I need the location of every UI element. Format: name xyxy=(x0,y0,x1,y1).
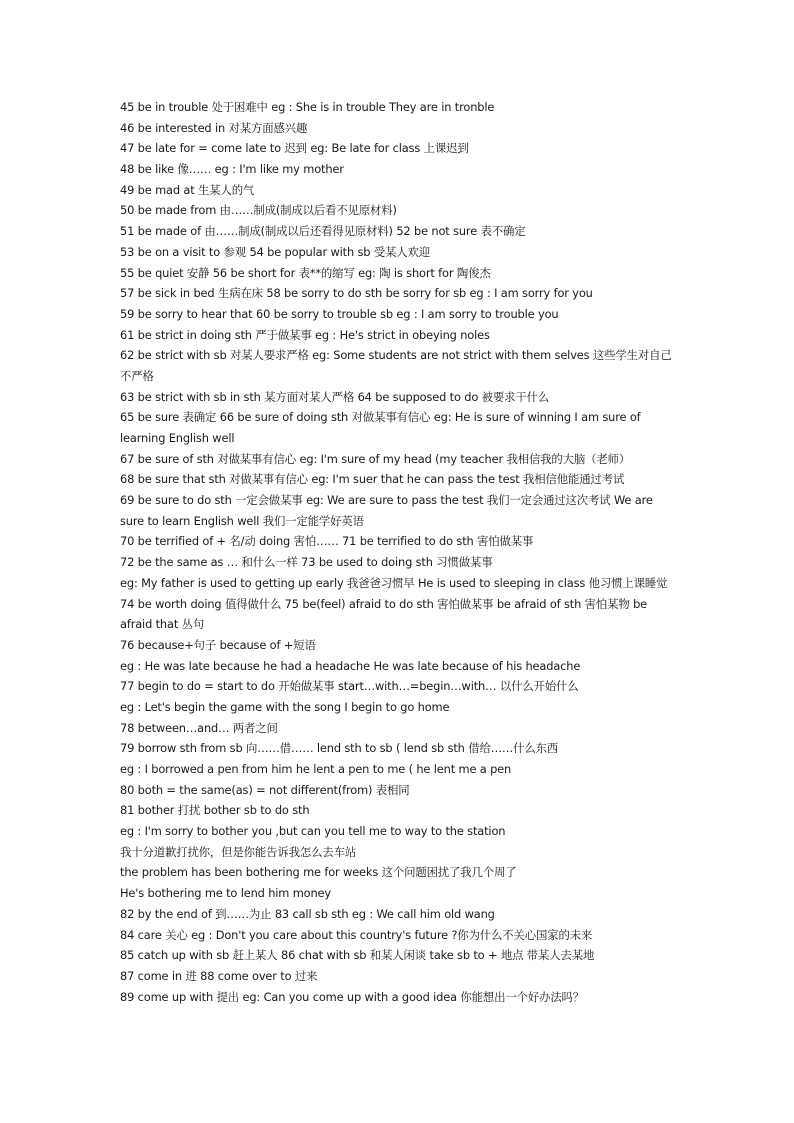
text-line: 69 be sure to do sth 一定会做某事 eg: We are sure to pass the test 我们一定会通过这次考试 We are xyxy=(120,493,653,508)
text-body xyxy=(120,97,680,1007)
text-line: 68 be sure that sth 对做某事有信心 eg: I'm suer that he can pass the test 我相信他能通过考试 xyxy=(120,472,625,487)
text-line: 81 bother 打扰 bother sb to do sth xyxy=(120,803,310,818)
text-line: 不严格 xyxy=(120,368,154,383)
text-line: 82 by the end of 到……为止 83 call sb sth eg : We call him old wang xyxy=(120,906,495,921)
text-line: 84 care 关心 eg : Don't you care about this country's future ?你为什么不关心国家的未来 xyxy=(120,927,593,942)
text-line: 55 be quiet 安静 56 be short for 表**的缩写 eg: 陶 is short for 陶俊杰 xyxy=(120,265,491,280)
text-line: 72 be the same as … 和什么一样 73 be used to doing sth 习惯做某事 xyxy=(120,555,493,570)
text-line: 53 be on a visit to 参观 54 be popular with sb 受某人欢迎 xyxy=(120,244,431,259)
text-line: 50 be made from 由……制成(制成以后看不见原材料) xyxy=(120,203,397,218)
text-line: 61 be strict in doing sth 严于做某事 eg : He's strict in obeying noles xyxy=(120,327,490,342)
text-line: eg : I borrowed a pen from him he lent a pen to me ( he lent me a pen xyxy=(120,762,512,776)
text-line: 85 catch up with sb 赶上某人 86 chat with sb 和某人闲谈 take sb to + 地点 带某人去某地 xyxy=(120,948,595,963)
text-line: 70 be terrified of + 名/动 doing 害怕…… 71 be terrified to do sth 害怕做某事 xyxy=(120,534,534,549)
text-line: 59 be sorry to hear that 60 be sorry to trouble sb eg : I am sorry to trouble you xyxy=(120,306,559,321)
text-line: 47 be late for = come late to 迟到 eg: Be late for class 上课迟到 xyxy=(120,141,469,156)
text-line: 我十分道歉打扰你，但是你能告诉我怎么去车站 xyxy=(120,844,357,859)
text-line: 63 be strict with sb in sth 某方面对某人严格 64 be supposed to do 被要求干什么 xyxy=(120,389,550,404)
text-line: eg : I'm sorry to bother you ,but can you tell me to way to the station xyxy=(120,824,506,839)
text-line: 46 be interested in 对某方面感兴趣 xyxy=(120,120,308,135)
text-line: 62 be strict with sb 对某人要求严格 eg: Some students are not strict with them selves 这些学生对自己 xyxy=(120,348,672,363)
text-line: 67 be sure of sth 对做某事有信心 eg: I'm sure of my head (my teacher 我相信我的大脑（老师） xyxy=(120,451,631,466)
text-line: learning English well xyxy=(120,431,235,445)
text-line: 45 be in trouble 处于困难中 eg : She is in trouble They are in tronble xyxy=(120,100,495,114)
text-line: 65 be sure 表确定 66 be sure of doing sth 对做某事有信心 eg: He is sure of winning I am sure of xyxy=(120,410,641,425)
text-line: the problem has been bothering me for weeks 这个问题困扰了我几个周了 xyxy=(120,865,517,880)
text-line: 57 be sick in bed 生病在床 58 be sorry to do sth be sorry for sb eg : I am sorry for you xyxy=(120,286,593,301)
text-line: 87 come in 进 88 come over to 过来 xyxy=(120,968,318,983)
text-line: 76 because+句子 because of +短语 xyxy=(120,637,316,652)
text-line: 51 be made of 由……制成(制成以后还看得见原材料) 52 be not sure 表不确定 xyxy=(120,224,526,239)
text-line: 79 borrow sth from sb 向……借…… lend sth to sb ( lend sb sth 借给……什么东西 xyxy=(120,741,559,756)
text-line: sure to learn English well 我们一定能学好英语 xyxy=(120,513,364,528)
text-line: 89 come up with 提出 eg: Can you come up with a good idea 你能想出一个好办法吗？ xyxy=(120,989,585,1004)
text-line: He's bothering me to lend him money xyxy=(120,886,331,901)
text-line: eg : He was late because he had a headache He was late because of his headache xyxy=(120,658,581,673)
text-line: 49 be mad at 生某人的气 xyxy=(120,182,255,197)
text-line: 48 be like 像…… eg : I'm like my mother xyxy=(120,162,344,177)
text-line: 74 be worth doing 值得做什么 75 be(feel) afraid to do sth 害怕做某事 be afraid of sth 害怕某物 be xyxy=(120,596,648,611)
text-line: eg: My father is used to getting up early 我爸爸习惯早 He is used to sleeping in class 他习惯上课睡觉 xyxy=(120,575,668,590)
text-line: 78 between…and… 两者之间 xyxy=(120,720,278,735)
text-line: afraid that 丛句 xyxy=(120,617,205,632)
text-line: 77 begin to do = start to do 开始做某事 start…with…=begin…with… 以什么开始什么 xyxy=(120,679,579,694)
text-line: 80 both = the same(as) = not different(from) 表相同 xyxy=(120,782,410,797)
text-line: eg : Let's begin the game with the song I begin to go home xyxy=(120,699,450,714)
